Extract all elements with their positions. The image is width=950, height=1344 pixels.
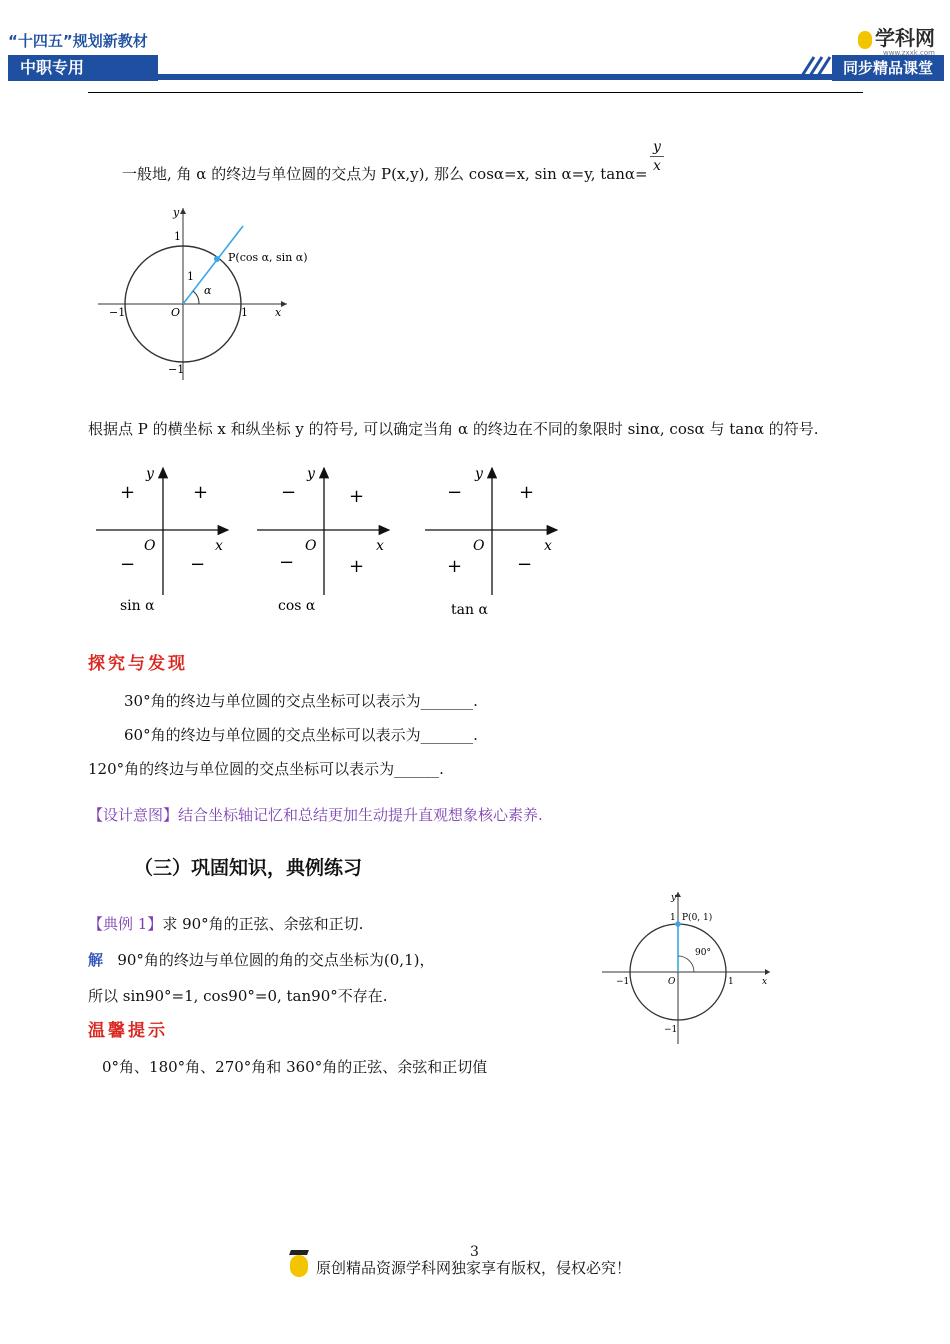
example-conclusion: 所以 sin90°=1, cos90°=0, tan90°不存在. bbox=[88, 987, 388, 1005]
intro-text: 一般地, 角 α 的终边与单位圆的交点为 P(x,y), 那么 cosα=x, sin α=y, tanα= bbox=[122, 165, 648, 183]
header-bar bbox=[100, 74, 860, 80]
alpha-label: α bbox=[204, 284, 212, 297]
svg-text:x: x bbox=[215, 538, 223, 554]
svg-text:y: y bbox=[146, 466, 154, 482]
svg-text:1: 1 bbox=[670, 913, 676, 923]
sin-q2-sign: + bbox=[120, 482, 136, 503]
page-number: 3 bbox=[470, 1244, 479, 1260]
tan-q1-sign: + bbox=[519, 482, 535, 503]
svg-text:O: O bbox=[473, 538, 485, 554]
cos-q3-sign: − bbox=[279, 552, 295, 573]
explore-title: 探究与发现 bbox=[88, 654, 188, 674]
tan-q2-sign: − bbox=[447, 482, 463, 503]
sin-q3-sign: − bbox=[120, 554, 136, 575]
explore-line-120: 120°角的终边与单位圆的交点坐标可以表示为______. bbox=[88, 760, 444, 778]
logo: 学科网 www.zxxk.com bbox=[858, 22, 935, 57]
mascot-icon bbox=[286, 1250, 312, 1278]
svg-text:x: x bbox=[544, 538, 552, 554]
point-p-label: P(cos α, sin α) bbox=[228, 251, 308, 264]
sin-sign-chart bbox=[96, 466, 228, 614]
sin-q1-sign: + bbox=[193, 482, 209, 503]
left-badge: 中职专用 bbox=[8, 55, 158, 81]
header-rule bbox=[88, 92, 863, 93]
svg-text:x: x bbox=[762, 977, 768, 987]
svg-text:−1: −1 bbox=[664, 1025, 678, 1035]
section-3-title: （三）巩固知识，典例练习 bbox=[134, 857, 363, 879]
terminal-side bbox=[183, 226, 243, 304]
explore-line-60: 60°角的终边与单位圆的交点坐标可以表示为_______. bbox=[124, 726, 478, 744]
tan-sign-chart bbox=[425, 466, 557, 618]
cos-q2-sign: − bbox=[281, 482, 297, 503]
p-0-1-label: P(0, 1) bbox=[682, 913, 713, 923]
circle-90-figure bbox=[598, 888, 778, 1048]
tip-title: 温馨提示 bbox=[88, 1021, 168, 1041]
tan-fraction: y x bbox=[650, 138, 664, 175]
unit-circle-figure bbox=[95, 200, 308, 385]
y-neg-one-label: −1 bbox=[168, 363, 185, 376]
svg-text:O: O bbox=[144, 538, 156, 554]
explore-line-30: 30°角的终边与单位圆的交点坐标可以表示为_______. bbox=[124, 692, 478, 710]
example-1 bbox=[88, 913, 363, 934]
cos-q1-sign: + bbox=[349, 486, 365, 507]
svg-text:O: O bbox=[668, 977, 676, 987]
svg-text:y: y bbox=[307, 466, 315, 482]
x-neg-one-label: −1 bbox=[109, 306, 126, 319]
example-question: 求 90°角的正弦、余弦和正切. bbox=[162, 915, 364, 933]
design-intent: 【设计意图】结合坐标轴记忆和总结更加生动提升直观想象核心素养. bbox=[88, 806, 543, 824]
cos-sign-chart bbox=[257, 466, 389, 614]
sign-charts bbox=[90, 460, 570, 620]
solution-label: 解 bbox=[88, 951, 104, 969]
origin-label: O bbox=[171, 306, 181, 319]
svg-text:y: y bbox=[475, 466, 483, 482]
x-one-label: 1 bbox=[241, 306, 248, 319]
svg-text:−1: −1 bbox=[616, 977, 630, 987]
tan-q4-sign: − bbox=[517, 554, 533, 575]
radius-one-label: 1 bbox=[187, 270, 194, 283]
sign-text: 根据点 P 的横坐标 x 和纵坐标 y 的符号, 可以确定当角 α 的终边在不同的象限时 sinα, cosα 与 tanα 的符号. bbox=[88, 420, 819, 438]
angle-arc bbox=[193, 291, 199, 304]
example-solution: 解 90°角的终边与单位圆的角的交点坐标为(0,1)， bbox=[88, 951, 435, 969]
x-label: x bbox=[275, 306, 282, 319]
y-label: y bbox=[173, 206, 180, 219]
point-p bbox=[214, 256, 220, 262]
y-one-label: 1 bbox=[174, 230, 181, 243]
svg-text:x: x bbox=[376, 538, 384, 554]
svg-text:y: y bbox=[671, 893, 677, 903]
tan-q3-sign: + bbox=[447, 556, 463, 577]
angle-90-label: 90° bbox=[695, 948, 711, 958]
copyright: 原创精品资源学科网独家享有版权，侵权必究！ bbox=[316, 1259, 632, 1277]
svg-text:O: O bbox=[305, 538, 317, 554]
stripe-decoration-left bbox=[100, 55, 140, 81]
logo-mascot-icon bbox=[858, 31, 872, 49]
cos-q4-sign: + bbox=[349, 556, 365, 577]
example-tag: 【典例 1】 bbox=[88, 915, 163, 933]
cos-chart-caption: cos α bbox=[278, 598, 316, 614]
svg-text:1: 1 bbox=[728, 977, 734, 987]
stripe-decoration-right bbox=[792, 55, 832, 81]
tip-text: 0°角、180°角、270°角和 360°角的正弦、余弦和正切值 bbox=[102, 1058, 488, 1076]
sin-q4-sign: − bbox=[190, 554, 206, 575]
sin-chart-caption: sin α bbox=[120, 598, 155, 614]
series-title: “十四五”规划新教材 bbox=[8, 32, 148, 50]
tan-chart-caption: tan α bbox=[451, 602, 488, 618]
point-p-90 bbox=[675, 921, 681, 927]
right-badge: 同步精品课堂 bbox=[832, 55, 944, 81]
